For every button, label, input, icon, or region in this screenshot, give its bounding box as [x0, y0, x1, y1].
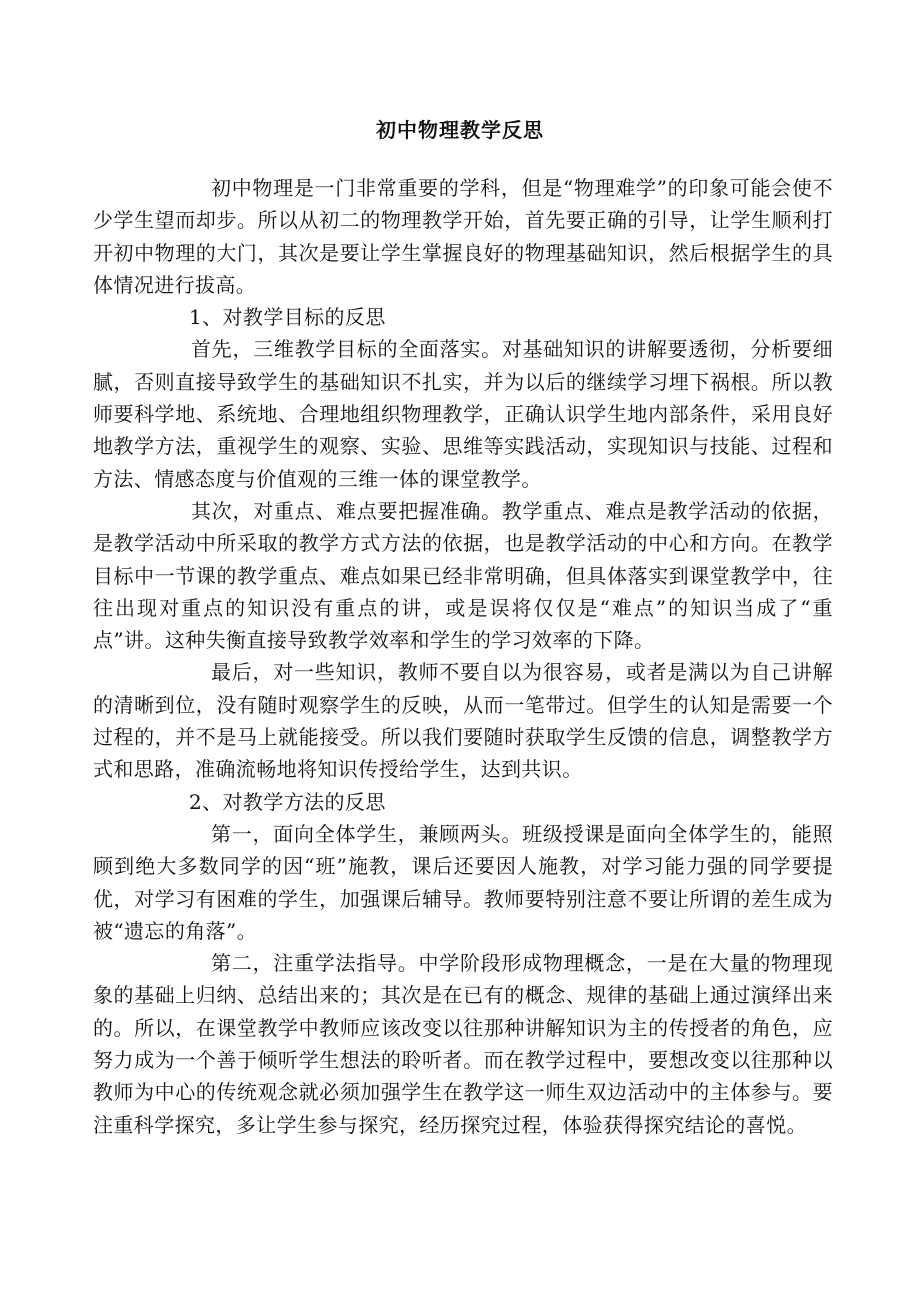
paragraph-last-point: 最后，对一些知识，教师不要自以为很容易，或者是满以为自己讲解的清晰到位，没有随时观察学生的反映，从而一笔带过。但学生的认知是需要一个过程的，并不是马上就能接受。所以我们要随时获取学生反馈的信息，调整教学方式和思路，准确流畅地将知识传授给学生，达到共识。 — [93, 660, 833, 782]
paragraph-second-point: 其次，对重点、难点要把握准确。教学重点、难点是教学活动的依据，是教学活动中所采取的教学方式方法的依据，也是教学活动的中心和方向。在教学目标中一节课的教学重点、难点如果已经非常明确，但具体落实到课堂教学中，往往出现对重点的知识没有重点的讲，或是误将仅仅是“难点”的知识当成了“重点”讲。这种失衡直接导致教学效率和学生的学习效率的下降。 — [93, 498, 833, 653]
paragraph-method-one: 第一，面向全体学生，兼顾两头。班级授课是面向全体学生的，能照顾到绝大多数同学的因“班”施教，课后还要因人施教，对学习能力强的同学要提优，对学习有困难的学生，加强课后辅导。教师要特别注意不要让所谓的差生成为被“遗忘的角落”。 — [93, 821, 833, 943]
document-body — [93, 172, 833, 1141]
document-title: 初中物理教学反思 — [376, 118, 544, 142]
paragraph-intro: 初中物理是一门非常重要的学科，但是“物理难学”的印象可能会使不少学生望而却步。所以从初二的物理教学开始，首先要正确的引导，让学生顺利打开初中物理的大门，其次是要让学生掌握良好的物理基础知识，然后根据学生的具体情况进行拔高。 — [93, 176, 833, 297]
paragraph-method-two: 第二，注重学法指导。中学阶段形成物理概念，一是在大量的物理现象的基础上归纳、总结出来的；其次是在已有的概念、规律的基础上通过演绎出来的。所以，在课堂教学中教师应该改变以往那种讲解知识为主的传授者的角色，应努力成为一个善于倾听学生想法的聆听者。而在教学过程中，要想改变以往那种以教师为中心的传统观念就必须加强学生在教学这一师生双边活动中的主体参与。要注重科学探究，多让学生参与探究，经历探究过程，体验获得探究结论的喜悦。 — [93, 951, 833, 1137]
section-heading-teaching-methods: 2、对教学方法的反思 — [189, 789, 386, 814]
section-heading-teaching-goals: 1、对教学目标的反思 — [189, 305, 386, 330]
paragraph-first-point: 首先，三维教学目标的全面落实。对基础知识的讲解要透彻，分析要细腻，否则直接导致学生的基础知识不扎实，并为以后的继续学习埋下祸根。所以教师要科学地、系统地、合理地组织物理教学，正确认识学生地内部条件，采用良好地教学方法，重视学生的观察、实验、思维等实践活动，实现知识与技能、过程和方法、情感态度与价值观的三维一体的课堂教学。 — [93, 337, 833, 491]
